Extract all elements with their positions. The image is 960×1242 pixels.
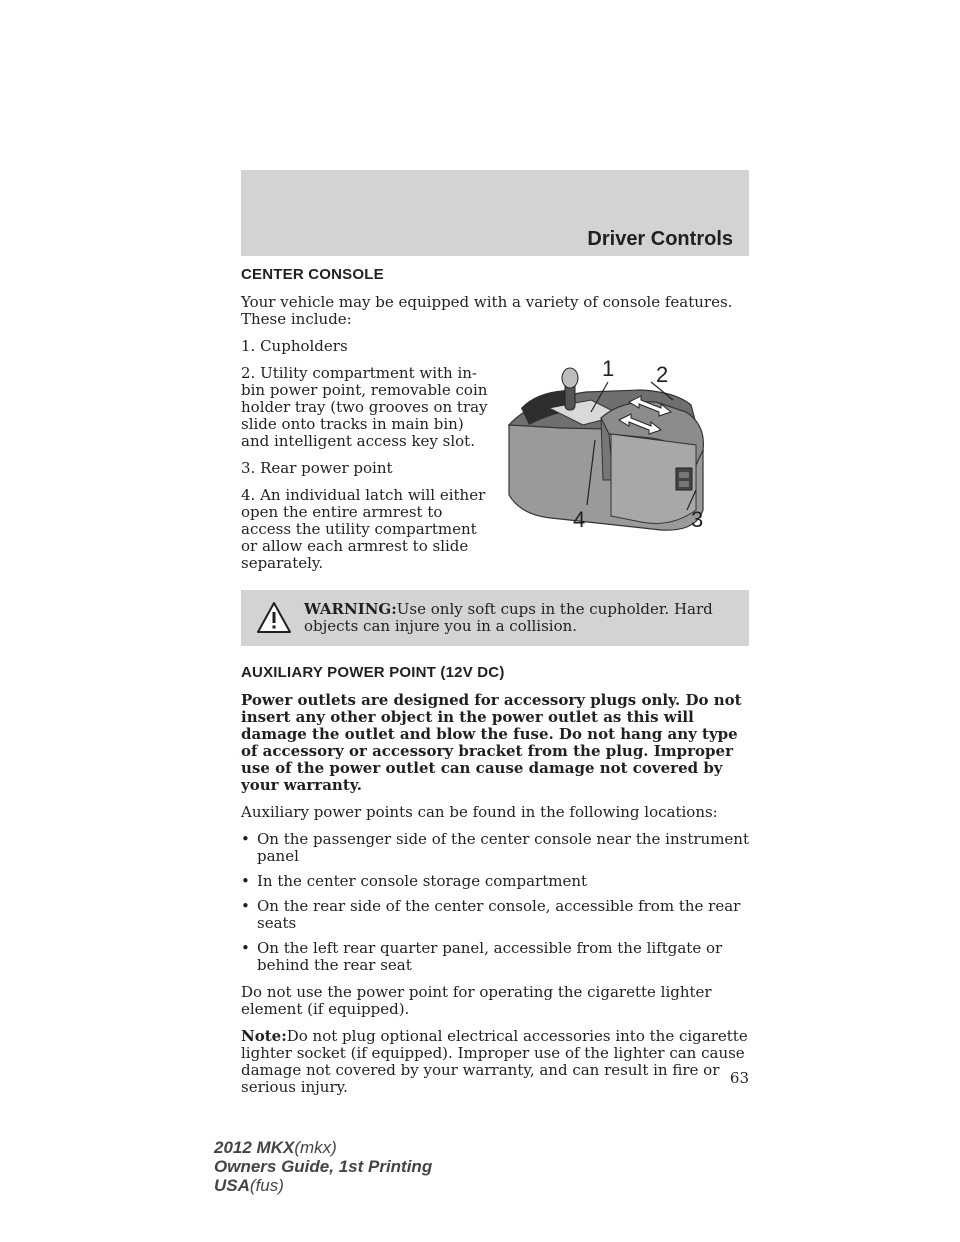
callout-1: 1	[602, 356, 615, 381]
footer-model-code: (mkx)	[294, 1138, 337, 1157]
console-feature-item: 3. Rear power point	[241, 459, 393, 477]
center-console-illustration	[491, 330, 749, 570]
page-number: 63	[729, 1069, 749, 1087]
warning-text	[304, 600, 735, 636]
center-console-intro: Your vehicle may be equipped with a variety of console features. These include:	[241, 293, 733, 328]
section-title: Driver Controls	[587, 228, 733, 250]
list-item: • On the left rear quarter panel, accessible from the liftgate or behind the rear seat	[241, 940, 749, 974]
console-drawing	[491, 330, 749, 570]
cigarette-lighter-para: Do not use the power point for operating the cigarette lighter element (if equipped).	[241, 983, 712, 1018]
aux-power-locations-list	[241, 831, 749, 974]
callout-3: 3	[691, 507, 704, 532]
callout-2: 2	[656, 362, 669, 387]
console-feature-item: 4. An individual latch will either open the entire armrest to access the utility compartment or allow each armrest to slide separately.	[241, 486, 486, 572]
warning-label: WARNING:	[304, 600, 397, 618]
section-header-band	[241, 170, 749, 256]
footer-line-3	[214, 1176, 432, 1195]
footer-model: 2012 MKX	[214, 1138, 295, 1157]
warning-triangle-icon	[255, 600, 293, 636]
note-text: Do not plug optional electrical accessories into the cigarette lighter socket (if equipped). Improper use of the lighter can cause damage not covered by your warranty, and can result in fire or serious injury.	[241, 1027, 748, 1096]
page-content	[241, 266, 749, 1106]
callout-4: 4	[573, 507, 586, 532]
footer	[214, 1138, 432, 1195]
footer-line-2: Owners Guide, 1st Printing	[214, 1157, 433, 1176]
warning-box	[241, 590, 749, 646]
console-features-row	[241, 338, 749, 582]
footer-line-1	[214, 1138, 432, 1157]
center-console-heading: CENTER CONSOLE	[241, 266, 384, 283]
footer-market-code: (fus)	[249, 1176, 284, 1195]
list-item: • On the rear side of the center console, accessible from the rear seats	[241, 898, 749, 932]
aux-power-locations-intro: Auxiliary power points can be found in the following locations:	[241, 803, 718, 821]
aux-power-caution: Power outlets are designed for accessory plugs only. Do not insert any other object in the power outlet as this will damage the outlet and blow the fuse. Do not hang any type of accessory or accessory bracket from the plug. Improper use of the power outlet can cause damage not covered by your warranty.	[241, 691, 742, 794]
list-item: • On the passenger side of the center console near the instrument panel	[241, 831, 749, 865]
list-item: • In the center console storage compartment	[241, 873, 749, 890]
console-feature-item: 2. Utility compartment with in-bin power point, removable coin holder tray (two grooves on tray slide onto tracks in main bin) and intelligent access key slot.	[241, 364, 488, 450]
aux-power-heading: AUXILIARY POWER POINT (12V DC)	[241, 664, 505, 681]
note-para	[241, 1028, 749, 1096]
console-feature-item: 1. Cupholders	[241, 337, 348, 355]
footer-market: USA	[214, 1176, 250, 1195]
note-label: Note:	[241, 1027, 287, 1045]
console-features-list	[241, 338, 491, 582]
warning-message: Use only soft cups in the cupholder. Hard objects can injure you in a collision.	[304, 600, 713, 635]
